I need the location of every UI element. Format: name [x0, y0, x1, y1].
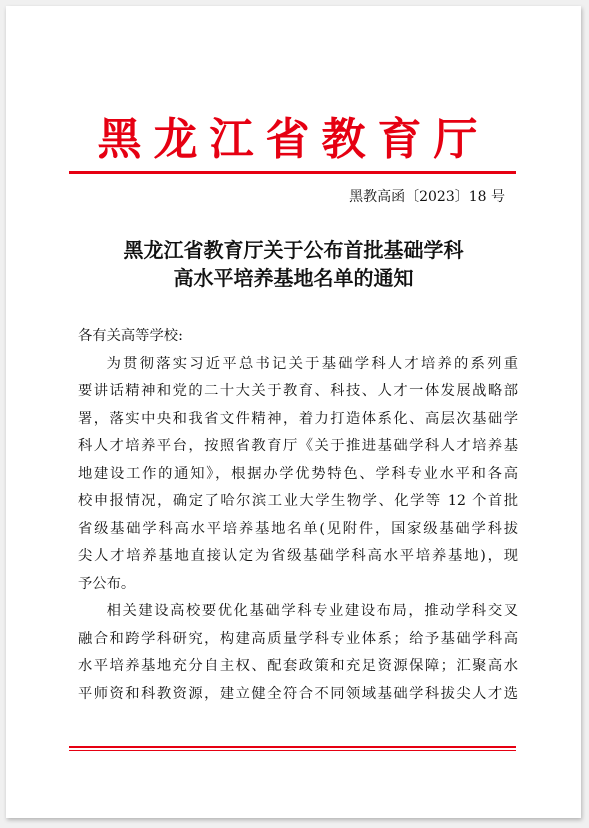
body-line: 署，落实中央和我省文件精神，着力打造体系化、高层次基础学 — [78, 410, 518, 427]
document-number: 黑教高函〔2023〕18 号 — [349, 189, 505, 205]
body-line: 平师资和科教资源，建立健全符合不同领域基础学科拔尖人才选 — [78, 685, 518, 702]
document-body — [78, 323, 518, 708]
red-footer-rule — [69, 746, 516, 748]
red-footer-rule-thin — [69, 750, 516, 751]
paragraph-1 — [78, 351, 518, 599]
body-line: 科人才培养平台，按照省教育厅《关于推进基础学科人才培养基 — [78, 438, 518, 454]
paragraph-2 — [78, 598, 518, 708]
body-line: 予公布。 — [78, 575, 136, 592]
document-title — [6, 236, 581, 292]
body-line: 水平培养基地充分自主权、配套政策和充足资源保障；汇聚高水 — [78, 658, 518, 674]
issuing-authority-name: 黑龙江省教育厅 — [97, 114, 490, 165]
red-header-rule — [69, 171, 516, 174]
body-line: 为贯彻落实习近平总书记关于基础学科人才培养的系列重 — [106, 355, 518, 372]
salutation: 各有关高等学校: — [78, 328, 183, 344]
body-line: 融合和跨学科研究，构建高质量学科专业体系；给予基础学科高 — [78, 630, 518, 647]
title-line-1: 黑龙江省教育厅关于公布首批基础学科 — [123, 238, 464, 262]
body-line: 相关建设高校要优化基础学科专业建设布局，推动学科交叉 — [106, 603, 518, 619]
body-line: 地建设工作的通知》，根据办学优势特色、学科专业水平和各高 — [78, 465, 518, 482]
body-line: 校申报情况，确定了哈尔滨工业大学生物学、化学等 12 个首批 — [78, 493, 518, 509]
body-line: 省级基础学科高水平培养基地名单(见附件，国家级基础学科拔 — [78, 520, 518, 537]
body-line: 要讲话精神和党的二十大关于教育、科技、人才一体发展战略部 — [78, 383, 518, 399]
document-page — [6, 6, 581, 818]
title-line-2: 高水平培养基地名单的通知 — [173, 266, 414, 290]
body-line: 尖人才培养基地直接认定为省级基础学科高水平培养基地)，现 — [78, 548, 518, 564]
